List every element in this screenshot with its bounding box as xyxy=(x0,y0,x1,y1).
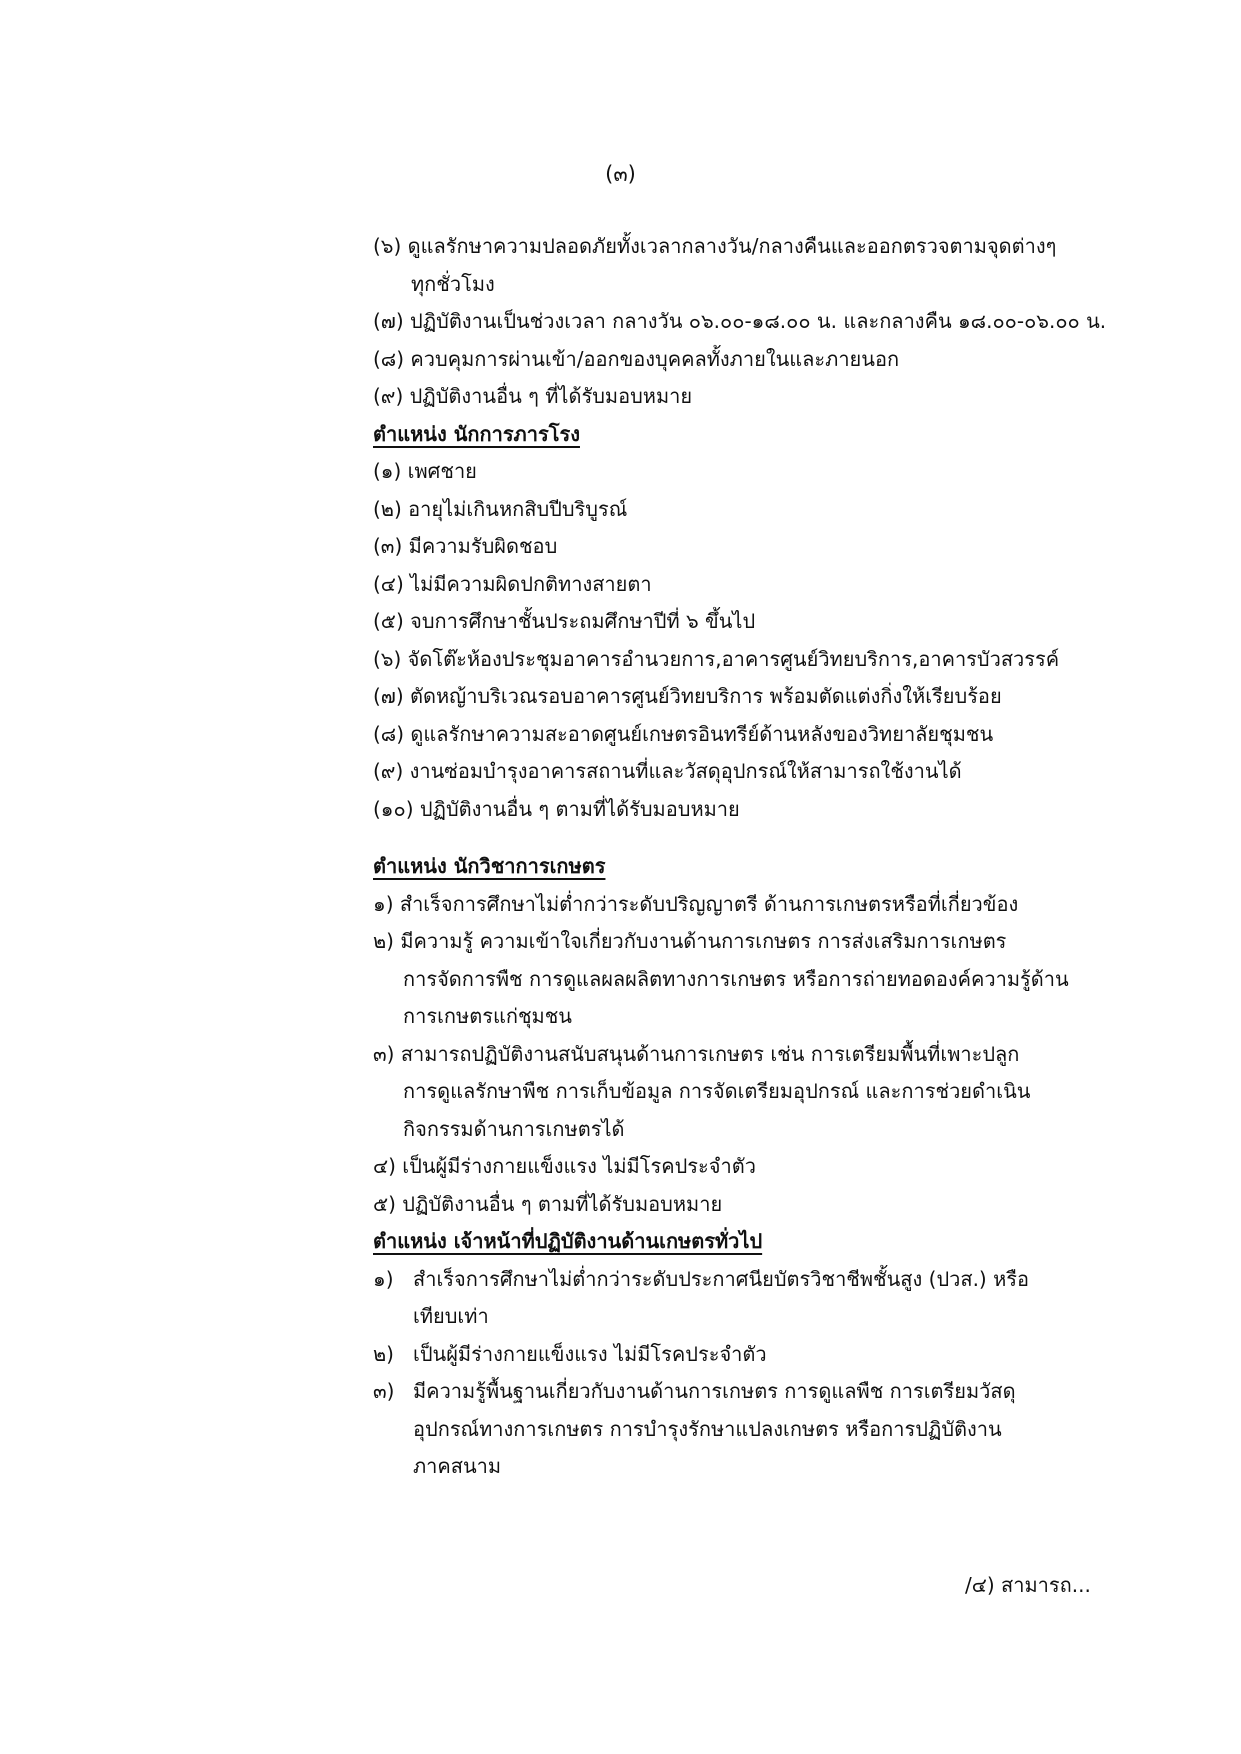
list-item: (๖) ดูแลรักษาความปลอดภัยทั้งเวลากลางวัน/กลางคืนและออกตรวจตามจุดต่างๆ xyxy=(373,234,1057,258)
list-item: (๓) มีความรับผิดชอบ xyxy=(373,534,558,558)
security-duties-block xyxy=(373,228,1153,416)
item-number: ๑) xyxy=(373,1266,394,1291)
item-text: ภาคสนาม xyxy=(413,1454,502,1478)
list-item xyxy=(373,1336,1153,1374)
section-heading: ตำแหน่ง นักวิชาการเกษตร xyxy=(373,854,606,878)
list-item: (๒) อายุไม่เกินหกสิบปีบริบูรณ์ xyxy=(373,496,628,521)
list-item: (๔) ไม่มีความผิดปกติทางสายตา xyxy=(373,571,652,596)
list-item: (๘) ควบคุมการผ่านเข้า/ออกของบุคคลทั้งภายในและภายนอก xyxy=(373,346,900,371)
list-item: ๓) สามารถปฏิบัติงานสนับสนุนด้านการเกษตร เช่น การเตรียมพื้นที่เพาะปลูก xyxy=(373,1041,1020,1066)
item-text: อุปกรณ์ทางการเกษตร การบำรุงรักษาแปลงเกษตร หรือการปฏิบัติงาน xyxy=(413,1416,1002,1441)
list-item: (๑) เพศชาย xyxy=(373,459,477,483)
section-agri-academic xyxy=(373,848,1153,1223)
list-item: ๒) มีความรู้ ความเข้าใจเกี่ยวกับงานด้านการเกษตร การส่งเสริมการเกษตร xyxy=(373,929,1007,953)
section-janitor xyxy=(373,416,1153,829)
next-page-marker: /๔) สามารถ... xyxy=(965,1573,1091,1597)
list-item-continuation: การเกษตรแก่ชุมชน xyxy=(403,1004,572,1028)
list-item-continuation: การดูแลรักษาพืช การเก็บข้อมูล การจัดเตรียมอุปกรณ์ และการช่วยดำเนิน xyxy=(403,1079,1031,1103)
item-text: สำเร็จการศึกษาไม่ต่ำกว่าระดับประกาศนียบัตรวิชาชีพชั้นสูง (ปวส.) หรือ xyxy=(413,1266,1030,1291)
list-item-continuation: ทุกชั่วโมง xyxy=(411,271,495,296)
list-item: ๕) ปฏิบัติงานอื่น ๆ ตามที่ได้รับมอบหมาย xyxy=(373,1191,723,1216)
list-item: (๗) ตัดหญ้าบริเวณรอบอาคารศูนย์วิทยบริการ พร้อมตัดแต่งกิ่งให้เรียบร้อย xyxy=(373,684,1002,708)
list-item: (๙) งานซ่อมบำรุงอาคารสถานที่และวัสดุอุปกรณ์ให้สามารถใช้งานได้ xyxy=(373,759,962,783)
section-heading: ตำแหน่ง นักการภารโรง xyxy=(373,421,580,446)
list-item xyxy=(373,1373,1153,1486)
section-heading: ตำแหน่ง เจ้าหน้าที่ปฏิบัติงานด้านเกษตรทั่วไป xyxy=(373,1229,763,1253)
document-body xyxy=(373,228,1153,1486)
list-item xyxy=(373,1261,1153,1336)
list-item: (๑๐) ปฏิบัติงานอื่น ๆ ตามที่ได้รับมอบหมาย xyxy=(373,796,740,821)
list-item-continuation: การจัดการพืช การดูแลผลผลิตทางการเกษตร หรือการถ่ายทอดองค์ความรู้ด้าน xyxy=(403,966,1069,991)
item-text: เทียบเท่า xyxy=(413,1304,489,1328)
list-item: (๖) จัดโต๊ะห้องประชุมอาคารอำนวยการ,อาคารศูนย์วิทยบริการ,อาคารบัวสวรรค์ xyxy=(373,646,1060,671)
list-item: ๔) เป็นผู้มีร่างกายแข็งแรง ไม่มีโรคประจำตัว xyxy=(373,1154,756,1178)
item-text: มีความรู้พื้นฐานเกี่ยวกับงานด้านการเกษตร การดูแลพืช การเตรียมวัสดุ xyxy=(413,1379,1016,1403)
page-number: (๓) xyxy=(605,162,636,186)
list-item-continuation: กิจกรรมด้านการเกษตรได้ xyxy=(403,1116,625,1141)
item-text: เป็นผู้มีร่างกายแข็งแรง ไม่มีโรคประจำตัว xyxy=(413,1341,767,1366)
item-number: ๓) xyxy=(373,1379,395,1403)
list-item: (๕) จบการศึกษาชั้นประถมศึกษาปีที่ ๖ ขึ้นไป xyxy=(373,609,756,633)
list-item: (๙) ปฏิบัติงานอื่น ๆ ที่ได้รับมอบหมาย xyxy=(373,384,693,408)
item-number: ๒) xyxy=(373,1341,394,1366)
list-item: (๘) ดูแลรักษาความสะอาดศูนย์เกษตรอินทรีย์ด้านหลังของวิทยาลัยชุมชน xyxy=(373,721,994,746)
list-item: (๗) ปฏิบัติงานเป็นช่วงเวลา กลางวัน ๐๖.๐๐-๑๘.๐๐ น. และกลางคืน ๑๘.๐๐-๐๖.๐๐ น. xyxy=(373,309,1107,333)
list-item: ๑) สำเร็จการศึกษาไม่ต่ำกว่าระดับปริญญาตรี ด้านการเกษตรหรือที่เกี่ยวข้อง xyxy=(373,891,1019,916)
section-agri-officer xyxy=(373,1223,1153,1486)
